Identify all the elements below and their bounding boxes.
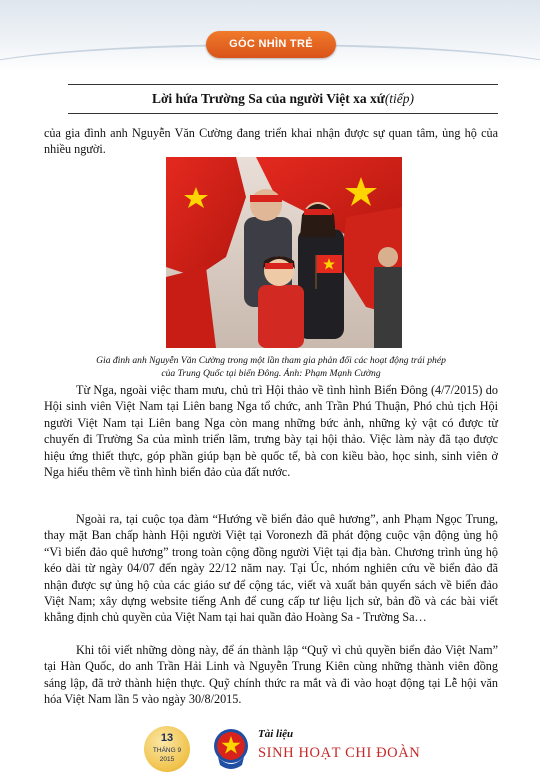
page-number: 13	[160, 732, 174, 744]
youth-union-emblem-icon	[212, 727, 250, 769]
page-number-badge	[144, 726, 190, 772]
photo-caption-line: của Trung Quốc tại biển Đông. Ảnh: Phạm Mạnh Cường	[161, 368, 381, 379]
article-title-main: Lời hứa Trường Sa của người Việt xa xứ	[151, 91, 385, 106]
issue-year: 2015	[159, 756, 175, 763]
article-title	[68, 84, 498, 114]
paragraph: Ngoài ra, tại cuộc tọa đàm “Hướng về biển đảo quê hương”, anh Phạm Ngọc Trung, thay mặt Ban chấp hành Hội người Việt tại Voronezh đã phát động cuộc vận động ủng hộ “Vì biển đảo quê hương” trong toàn cộng đồng người Việt tại địa bàn. Chương trình ủng hộ kéo dài từ ngày 04/07 đến ngày 22/12 năm nay. Tại Úc, nhóm nghiên cứu về biển đảo đã nhận được sự ủng hộ của các giáo sư để cộng tác, viết và xuất bản quyển sách về biển đảo Việt Nam; xây dựng website tiếng Anh để cung cấp tư liệu lịch sử, bản đồ và các bài viết khẳng định chủ quyền của Việt Nam tại hai quần đảo Hoàng Sa - Trường Sa…	[44, 512, 498, 625]
page-number-circle	[144, 726, 190, 772]
footer-label-small: Tài liệu	[258, 728, 294, 740]
paragraph: Từ Nga, ngoài việc tham mưu, chủ trì Hội thảo về tình hình Biển Đông (4/7/2015) do Hội sinh viên Việt Nam tại Liên bang Nga tổ chức, anh Trần Phú Thuận, Phó chủ tịch Hội người Việt Nam tại Liên bang Nga còn mang những bức ảnh, những kỷ vật có được từ chuyến đi Trường Sa của mình triển lãm, trưng bày tại hội thảo. Việc làm này đã tạo được hiệu ứng thiết thực, góp phần giúp bạn bè quốc tế, bà con kiều bào, học sinh, sinh viên ở Nga hiểu thêm về tình hình biển đảo của đất nước.	[44, 383, 498, 480]
family-protest-photo	[166, 157, 402, 348]
photo-caption	[44, 354, 498, 380]
article-title-continued: (tiếp)	[384, 91, 415, 106]
footer-label-large: SINH HOẠT CHI ĐOÀN	[258, 745, 421, 761]
paragraph: của gia đình anh Nguyễn Văn Cường đang triển khai nhận được sự quan tâm, ủng hộ của nhiều người.	[44, 126, 498, 157]
issue-month: THÁNG 9	[152, 747, 182, 754]
paragraph: Khi tôi viết những dòng này, để án thành lập “Quỹ vì chủ quyền biển đảo Việt Nam” tại Hàn Quốc, do anh Trần Hải Linh và Nguyễn Trung Kiên cùng những thành viên đồng sáng lập, đã trở thành hiện thực. Quỹ chính thức ra mắt và đi vào hoạt động tại Lễ hội văn hóa Việt Nam lần 5 vào ngày 30/8/2015.	[44, 643, 498, 707]
photo-caption-line: Gia đình anh Nguyễn Văn Cường trong một lần tham gia phản đối các hoạt động trái phép	[96, 355, 446, 366]
photo-illustration	[166, 157, 402, 348]
section-badge: GÓC NHÌN TRẺ	[206, 31, 336, 58]
